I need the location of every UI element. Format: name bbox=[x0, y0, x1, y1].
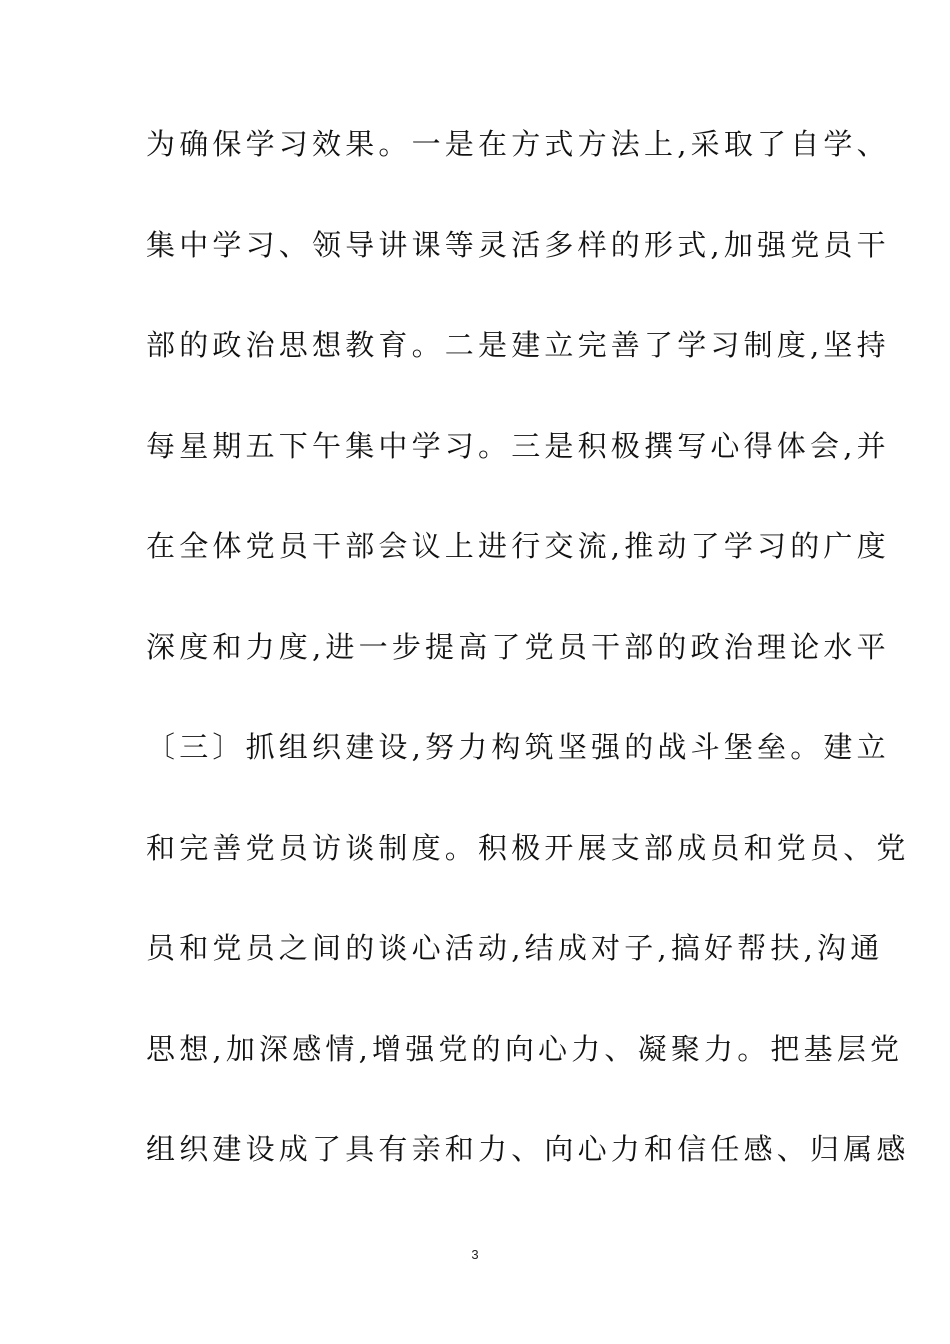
text-line: 集中学习、领导讲课等灵活多样的形式,加强党员干 bbox=[146, 227, 890, 262]
text-line: 在全体党员干部会议上进行交流,推动了学习的广度 bbox=[146, 529, 890, 563]
page-number: 3 bbox=[471, 1247, 479, 1262]
text-line: 深度和力度,进一步提高了党员干部的政治理论水平 bbox=[146, 629, 890, 664]
body-text bbox=[146, 127, 910, 1233]
text-line: 组织建设成了具有亲和力、向心力和信任感、归属感 bbox=[146, 1132, 910, 1166]
text-line: 思想,加深感情,增强党的向心力、凝聚力。把基层党 bbox=[146, 1031, 904, 1066]
text-line: 〔三〕抓组织建设,努力构筑坚强的战斗堡垒。建立 bbox=[146, 730, 890, 764]
text-line: 和完善党员访谈制度。积极开展支部成员和党员、党 bbox=[146, 830, 910, 865]
text-line: 为确保学习效果。一是在方式方法上,采取了自学、 bbox=[146, 127, 890, 161]
text-line: 每星期五下午集中学习。三是积极撰写心得体会,并 bbox=[146, 428, 890, 463]
text-line: 员和党员之间的谈心活动,结成对子,搞好帮扶,沟通 bbox=[146, 931, 884, 965]
text-line: 部的政治思想教育。二是建立完善了学习制度,坚持 bbox=[146, 328, 890, 362]
